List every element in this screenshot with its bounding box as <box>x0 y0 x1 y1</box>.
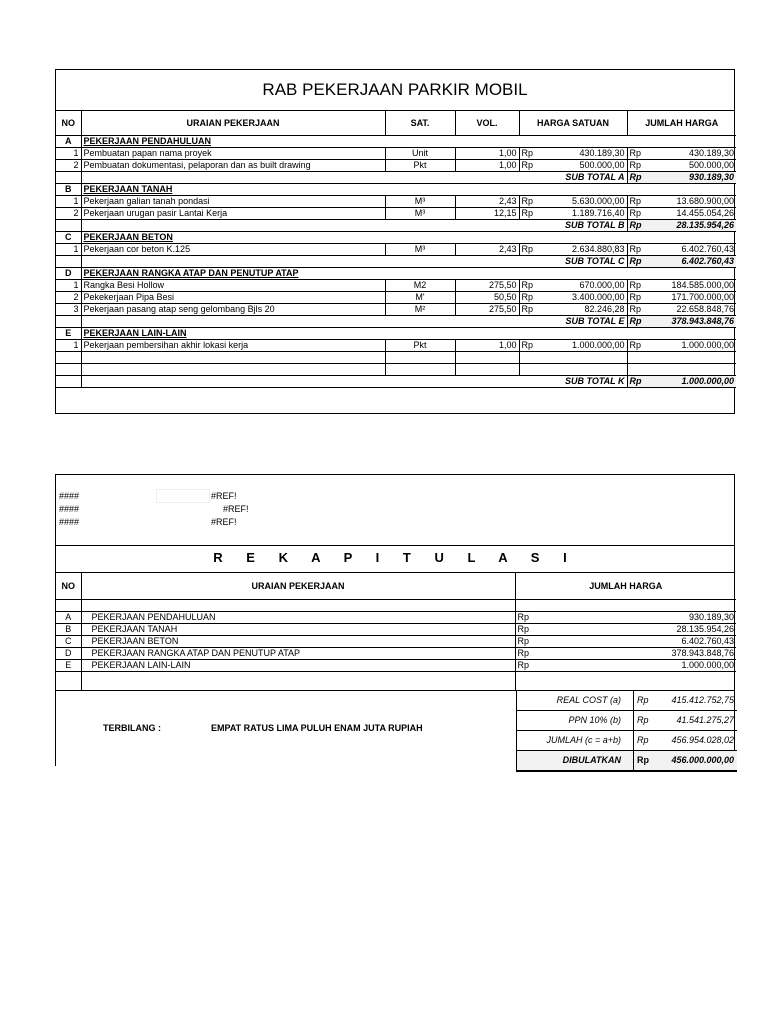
rekap-code: D <box>56 648 81 660</box>
item-harga-cur: Rp <box>519 304 537 316</box>
item-harga-cur: Rp <box>519 196 537 208</box>
ref-blank-cell <box>156 489 210 503</box>
item-jumlah: 6.402.760,43 <box>645 244 736 256</box>
rekap-header-no: NO <box>56 573 81 600</box>
blank-cell <box>81 672 515 691</box>
subtotal-row <box>56 376 736 388</box>
table-row <box>56 208 736 220</box>
blank-cell <box>56 352 81 364</box>
item-harga: 82.246,28 <box>537 304 627 316</box>
item-desc: Pekerjaan cor beton K.125 <box>81 244 385 256</box>
item-desc: Pembuatan papan nama proyek <box>81 148 385 160</box>
item-harga-cur: Rp <box>519 280 537 292</box>
rekap-name: PEKERJAAN RANGKA ATAP DAN PENUTUP ATAP <box>81 648 515 660</box>
rekap-row <box>56 636 736 648</box>
summary-label: REAL COST (a) <box>556 695 621 705</box>
section-header-row <box>56 232 736 244</box>
subtotal-label: SUB TOTAL C <box>81 256 627 268</box>
item-harga: 500.000,00 <box>537 160 627 172</box>
blank-cell <box>81 352 385 364</box>
subtotal-value: 1.000.000,00 <box>645 376 736 388</box>
section-code: C <box>56 232 81 244</box>
table-row <box>56 280 736 292</box>
rekap-value: 28.135.954,26 <box>625 624 736 636</box>
item-harga: 1.000.000,00 <box>537 340 627 352</box>
item-vol: 275,50 <box>455 304 519 316</box>
blank-row <box>56 364 736 376</box>
blank-cell <box>515 672 625 691</box>
blank-cell <box>455 352 519 364</box>
item-desc: Pekerjaan galian tanah pondasi <box>81 196 385 208</box>
blank-cell <box>625 672 736 691</box>
rab-table-box <box>55 69 735 414</box>
rekap-box <box>55 474 735 766</box>
item-no: 3 <box>56 304 81 316</box>
rab-table <box>56 111 736 388</box>
header-sat: SAT. <box>385 111 455 136</box>
ref-hash-2: #### <box>59 504 80 514</box>
rekap-code: E <box>56 660 81 672</box>
item-jumlah: 184.585.000,00 <box>645 280 736 292</box>
ref-area <box>56 475 734 546</box>
subtotal-row <box>56 316 736 328</box>
blank-cell <box>537 364 627 376</box>
summary-value: 456.000.000,00 <box>671 755 734 765</box>
item-harga-cur: Rp <box>519 208 537 220</box>
item-jumlah-cur: Rp <box>627 340 645 352</box>
rekap-summary <box>56 690 734 771</box>
item-sat: Pkt <box>385 340 455 352</box>
ref-hash-1: #### <box>59 491 80 501</box>
summary-cur: Rp <box>633 711 649 730</box>
item-jumlah-cur: Rp <box>627 196 645 208</box>
subtotal-cur: Rp <box>627 316 645 328</box>
ref-error-1: #REF! <box>211 491 237 501</box>
subtotal-row <box>56 256 736 268</box>
item-harga: 2.634.880,83 <box>537 244 627 256</box>
summary-row <box>516 751 737 772</box>
blank-cell <box>385 364 455 376</box>
item-sat: M³ <box>385 208 455 220</box>
rekap-value: 930.189,30 <box>625 612 736 624</box>
subtotal-row <box>56 172 736 184</box>
item-harga-cur: Rp <box>519 292 537 304</box>
item-vol: 2,43 <box>455 196 519 208</box>
subtotal-label: SUB TOTAL B <box>81 220 627 232</box>
item-jumlah: 1.000.000,00 <box>645 340 736 352</box>
section-name: PEKERJAAN RANGKA ATAP DAN PENUTUP ATAP <box>81 268 736 280</box>
item-no: 2 <box>56 160 81 172</box>
section-header-row <box>56 328 736 340</box>
item-harga: 3.400.000,00 <box>537 292 627 304</box>
item-vol: 1,00 <box>455 148 519 160</box>
item-desc: Pembuatan dokumentasi, pelaporan dan as built drawing <box>81 160 385 172</box>
item-no: 1 <box>56 340 81 352</box>
section-header-row <box>56 136 736 148</box>
item-jumlah: 430.189,30 <box>645 148 736 160</box>
rekap-row <box>56 648 736 660</box>
blank-cell <box>519 364 537 376</box>
rekap-value: 6.402.760,43 <box>625 636 736 648</box>
item-jumlah-cur: Rp <box>627 148 645 160</box>
blank-cell <box>56 364 81 376</box>
subtotal-cur: Rp <box>627 220 645 232</box>
item-desc: Pekerjaan pembersihan akhir lokasi kerja <box>81 340 385 352</box>
summary-value: 41.541.275,27 <box>676 715 734 725</box>
summary-row <box>516 731 737 751</box>
item-harga: 5.630.000,00 <box>537 196 627 208</box>
summary-cur: Rp <box>633 691 649 710</box>
subtotal-label: SUB TOTAL A <box>81 172 627 184</box>
subtotal-blank <box>56 220 81 232</box>
terbilang-label: TERBILANG : <box>103 723 161 733</box>
blank-cell <box>56 672 81 691</box>
item-harga-cur: Rp <box>519 160 537 172</box>
header-no: NO <box>56 111 81 136</box>
subtotal-blank <box>56 256 81 268</box>
summary-lines <box>516 691 736 771</box>
section-name: PEKERJAAN LAIN-LAIN <box>81 328 736 340</box>
rekap-name: PEKERJAAN TANAH <box>81 624 515 636</box>
item-vol: 1,00 <box>455 340 519 352</box>
item-sat: M² <box>385 304 455 316</box>
item-sat: Pkt <box>385 160 455 172</box>
item-vol: 12,15 <box>455 208 519 220</box>
section-name: PEKERJAAN BETON <box>81 232 736 244</box>
rekap-name: PEKERJAAN PENDAHULUAN <box>81 612 515 624</box>
rekap-cur: Rp <box>515 624 625 636</box>
item-sat: Unit <box>385 148 455 160</box>
table-row <box>56 340 736 352</box>
item-no: 2 <box>56 292 81 304</box>
rekap-title <box>56 546 734 573</box>
item-vol: 1,00 <box>455 160 519 172</box>
rekap-spacer-row <box>56 600 736 612</box>
item-sat: M³ <box>385 196 455 208</box>
item-harga: 670.000,00 <box>537 280 627 292</box>
item-desc: Pekekerjaan Pipa Besi <box>81 292 385 304</box>
subtotal-row <box>56 220 736 232</box>
item-harga-cur: Rp <box>519 148 537 160</box>
ref-error-3: #REF! <box>211 517 237 527</box>
item-no: 2 <box>56 208 81 220</box>
blank-cell <box>627 352 645 364</box>
rekap-row <box>56 624 736 636</box>
item-harga: 430.189,30 <box>537 148 627 160</box>
blank-cell <box>519 352 537 364</box>
table-row <box>56 196 736 208</box>
blank-cell <box>645 352 736 364</box>
subtotal-cur: Rp <box>627 376 645 388</box>
blank-row <box>56 352 736 364</box>
section-code: D <box>56 268 81 280</box>
subtotal-blank <box>56 172 81 184</box>
item-no: 1 <box>56 280 81 292</box>
item-sat: M2 <box>385 280 455 292</box>
item-no: 1 <box>56 196 81 208</box>
item-jumlah: 171.700.000,00 <box>645 292 736 304</box>
subtotal-blank <box>56 316 81 328</box>
summary-cur: Rp <box>633 731 649 750</box>
ref-hash-3: #### <box>59 517 80 527</box>
section-code: E <box>56 328 81 340</box>
item-jumlah: 500.000,00 <box>645 160 736 172</box>
item-desc: Pekerjaan pasang atap seng gelombang Bjls 20 <box>81 304 385 316</box>
blank-cell <box>455 364 519 376</box>
rekap-cur: Rp <box>515 636 625 648</box>
table-row <box>56 292 736 304</box>
summary-row <box>516 691 737 711</box>
rab-title-text: RAB PEKERJAAN PARKIR MOBIL <box>262 80 528 99</box>
item-vol: 2,43 <box>455 244 519 256</box>
rekap-header-jumlah: JUMLAH HARGA <box>515 573 736 600</box>
table-row <box>56 148 736 160</box>
subtotal-value: 6.402.760,43 <box>645 256 736 268</box>
item-jumlah-cur: Rp <box>627 292 645 304</box>
item-harga-cur: Rp <box>519 244 537 256</box>
item-sat: M' <box>385 292 455 304</box>
rekap-header-uraian: URAIAN PEKERJAAN <box>81 573 515 600</box>
section-code: B <box>56 184 81 196</box>
rekap-table <box>56 573 736 690</box>
subtotal-cur: Rp <box>627 256 645 268</box>
blank-cell <box>537 352 627 364</box>
rekap-blank-row <box>56 672 736 691</box>
item-vol: 50,50 <box>455 292 519 304</box>
item-jumlah-cur: Rp <box>627 280 645 292</box>
rekap-title-text: R E K A P I T U L A S I <box>213 550 577 565</box>
summary-label: DIBULATKAN <box>562 755 621 765</box>
section-name: PEKERJAAN TANAH <box>81 184 736 196</box>
rekap-name: PEKERJAAN LAIN-LAIN <box>81 660 515 672</box>
subtotal-blank <box>56 376 81 388</box>
terbilang-text: EMPAT RATUS LIMA PULUH ENAM JUTA RUPIAH <box>211 723 423 733</box>
blank-cell <box>645 364 736 376</box>
summary-label: JUMLAH (c = a+b) <box>546 735 621 745</box>
rekap-code: C <box>56 636 81 648</box>
rekap-code: A <box>56 612 81 624</box>
table-row <box>56 304 736 316</box>
item-desc: Pekerjaan urugan pasir Lantai Kerja <box>81 208 385 220</box>
subtotal-cur: Rp <box>627 172 645 184</box>
section-name: PEKERJAAN PENDAHULUAN <box>81 136 736 148</box>
blank-cell <box>81 364 385 376</box>
rekap-value: 378.943.848,76 <box>625 648 736 660</box>
item-jumlah-cur: Rp <box>627 304 645 316</box>
section-header-row <box>56 268 736 280</box>
subtotal-value: 28.135.954,26 <box>645 220 736 232</box>
item-jumlah-cur: Rp <box>627 208 645 220</box>
item-jumlah-cur: Rp <box>627 244 645 256</box>
summary-label: PPN 10% (b) <box>568 715 621 725</box>
section-code: A <box>56 136 81 148</box>
item-sat: M³ <box>385 244 455 256</box>
item-jumlah: 22.658.848,76 <box>645 304 736 316</box>
rab-header-row <box>56 111 736 136</box>
header-jumlah: JUMLAH HARGA <box>627 111 736 136</box>
header-vol: VOL. <box>455 111 519 136</box>
rekap-row <box>56 612 736 624</box>
subtotal-value: 378.943.848,76 <box>645 316 736 328</box>
rekap-row <box>56 660 736 672</box>
blank-cell <box>627 364 645 376</box>
table-row <box>56 244 736 256</box>
rekap-header-row <box>56 573 736 600</box>
blank-cell <box>385 352 455 364</box>
table-row <box>56 160 736 172</box>
rekap-cur: Rp <box>515 660 625 672</box>
item-no: 1 <box>56 244 81 256</box>
rab-title <box>56 70 734 111</box>
item-vol: 275,50 <box>455 280 519 292</box>
subtotal-label: SUB TOTAL E <box>81 316 627 328</box>
subtotal-label: SUB TOTAL K <box>81 376 627 388</box>
rekap-code: B <box>56 624 81 636</box>
header-harga: HARGA SATUAN <box>519 111 627 136</box>
summary-row <box>516 711 737 731</box>
item-jumlah: 14.455.054,26 <box>645 208 736 220</box>
rekap-value: 1.000.000,00 <box>625 660 736 672</box>
summary-value: 456.954.028,02 <box>671 735 734 745</box>
ref-error-2: #REF! <box>223 504 249 514</box>
rekap-cur: Rp <box>515 612 625 624</box>
header-uraian: URAIAN PEKERJAAN <box>81 111 385 136</box>
item-desc: Rangka Besi Hollow <box>81 280 385 292</box>
section-header-row <box>56 184 736 196</box>
item-jumlah-cur: Rp <box>627 160 645 172</box>
summary-value: 415.412.752,75 <box>671 695 734 705</box>
rekap-name: PEKERJAAN BETON <box>81 636 515 648</box>
item-harga: 1.189.716,40 <box>537 208 627 220</box>
subtotal-value: 930.189,30 <box>645 172 736 184</box>
item-jumlah: 13.680.900,00 <box>645 196 736 208</box>
summary-cur: Rp <box>633 751 649 770</box>
rekap-cur: Rp <box>515 648 625 660</box>
item-harga-cur: Rp <box>519 340 537 352</box>
item-no: 1 <box>56 148 81 160</box>
